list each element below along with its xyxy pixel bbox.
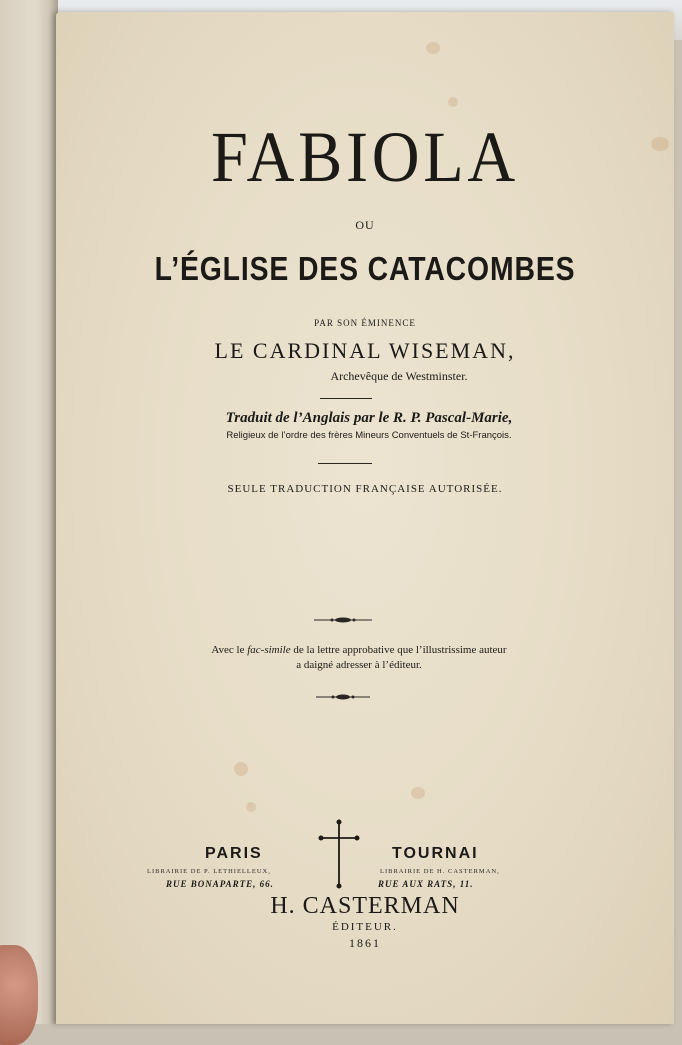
imprint-left-library: LIBRAIRIE DE P. LETHIELLEUX,: [147, 868, 271, 875]
divider-rule: [318, 463, 372, 464]
book-title: FABIOLA: [211, 117, 519, 197]
translator-detail: Religieux de l’ordre des frères Mineurs Conventuels de St-François.: [226, 430, 512, 441]
publisher-name: H. CASTERMAN: [270, 893, 460, 919]
foxing-spot: [651, 137, 669, 151]
book-subtitle: L’ÉGLISE DES CATACOMBES: [154, 250, 576, 287]
ornament-divider: [314, 616, 372, 624]
imprint-right-library: LIBRAIRIE DE H. CASTERMAN,: [380, 868, 500, 875]
by-line: PAR SON ÉMINENCE: [314, 318, 416, 328]
author-name: LE CARDINAL WISEMAN,: [214, 338, 516, 363]
cross-ornament: [318, 818, 360, 890]
imprint-right-street: RUE AUX RATS, 11.: [378, 879, 474, 889]
foxing-spot: [246, 802, 256, 812]
divider-rule: [320, 398, 372, 399]
foxing-spot: [426, 42, 440, 54]
facsimile-note-line1: Avec le fac-simile de la lettre approbative que l’illustrissime auteur: [211, 644, 507, 656]
finger: [0, 945, 38, 1045]
ornament-divider: [316, 693, 370, 701]
publisher-role: ÉDITEUR.: [332, 921, 398, 933]
imprint-right-city: TOURNAI: [392, 845, 479, 862]
imprint-left-street: RUE BONAPARTE, 66.: [166, 879, 274, 889]
foxing-spot: [411, 787, 425, 799]
publication-year: 1861: [349, 936, 381, 950]
title-conjunction: OU: [355, 218, 375, 232]
translator-line: Traduit de l’Anglais par le R. P. Pascal-Marie,: [225, 410, 513, 426]
facsimile-note-line2: a daigné adresser à l’éditeur.: [296, 659, 422, 671]
foxing-spot: [448, 97, 458, 107]
authorized-translation-note: SEULE TRADUCTION FRANÇAISE AUTORISÉE.: [227, 483, 503, 495]
author-title: Archevêque de Westminster.: [330, 369, 468, 383]
imprint-left-city: PARIS: [205, 845, 263, 862]
previous-page-edge: [0, 0, 58, 1024]
foxing-spot: [234, 762, 248, 776]
